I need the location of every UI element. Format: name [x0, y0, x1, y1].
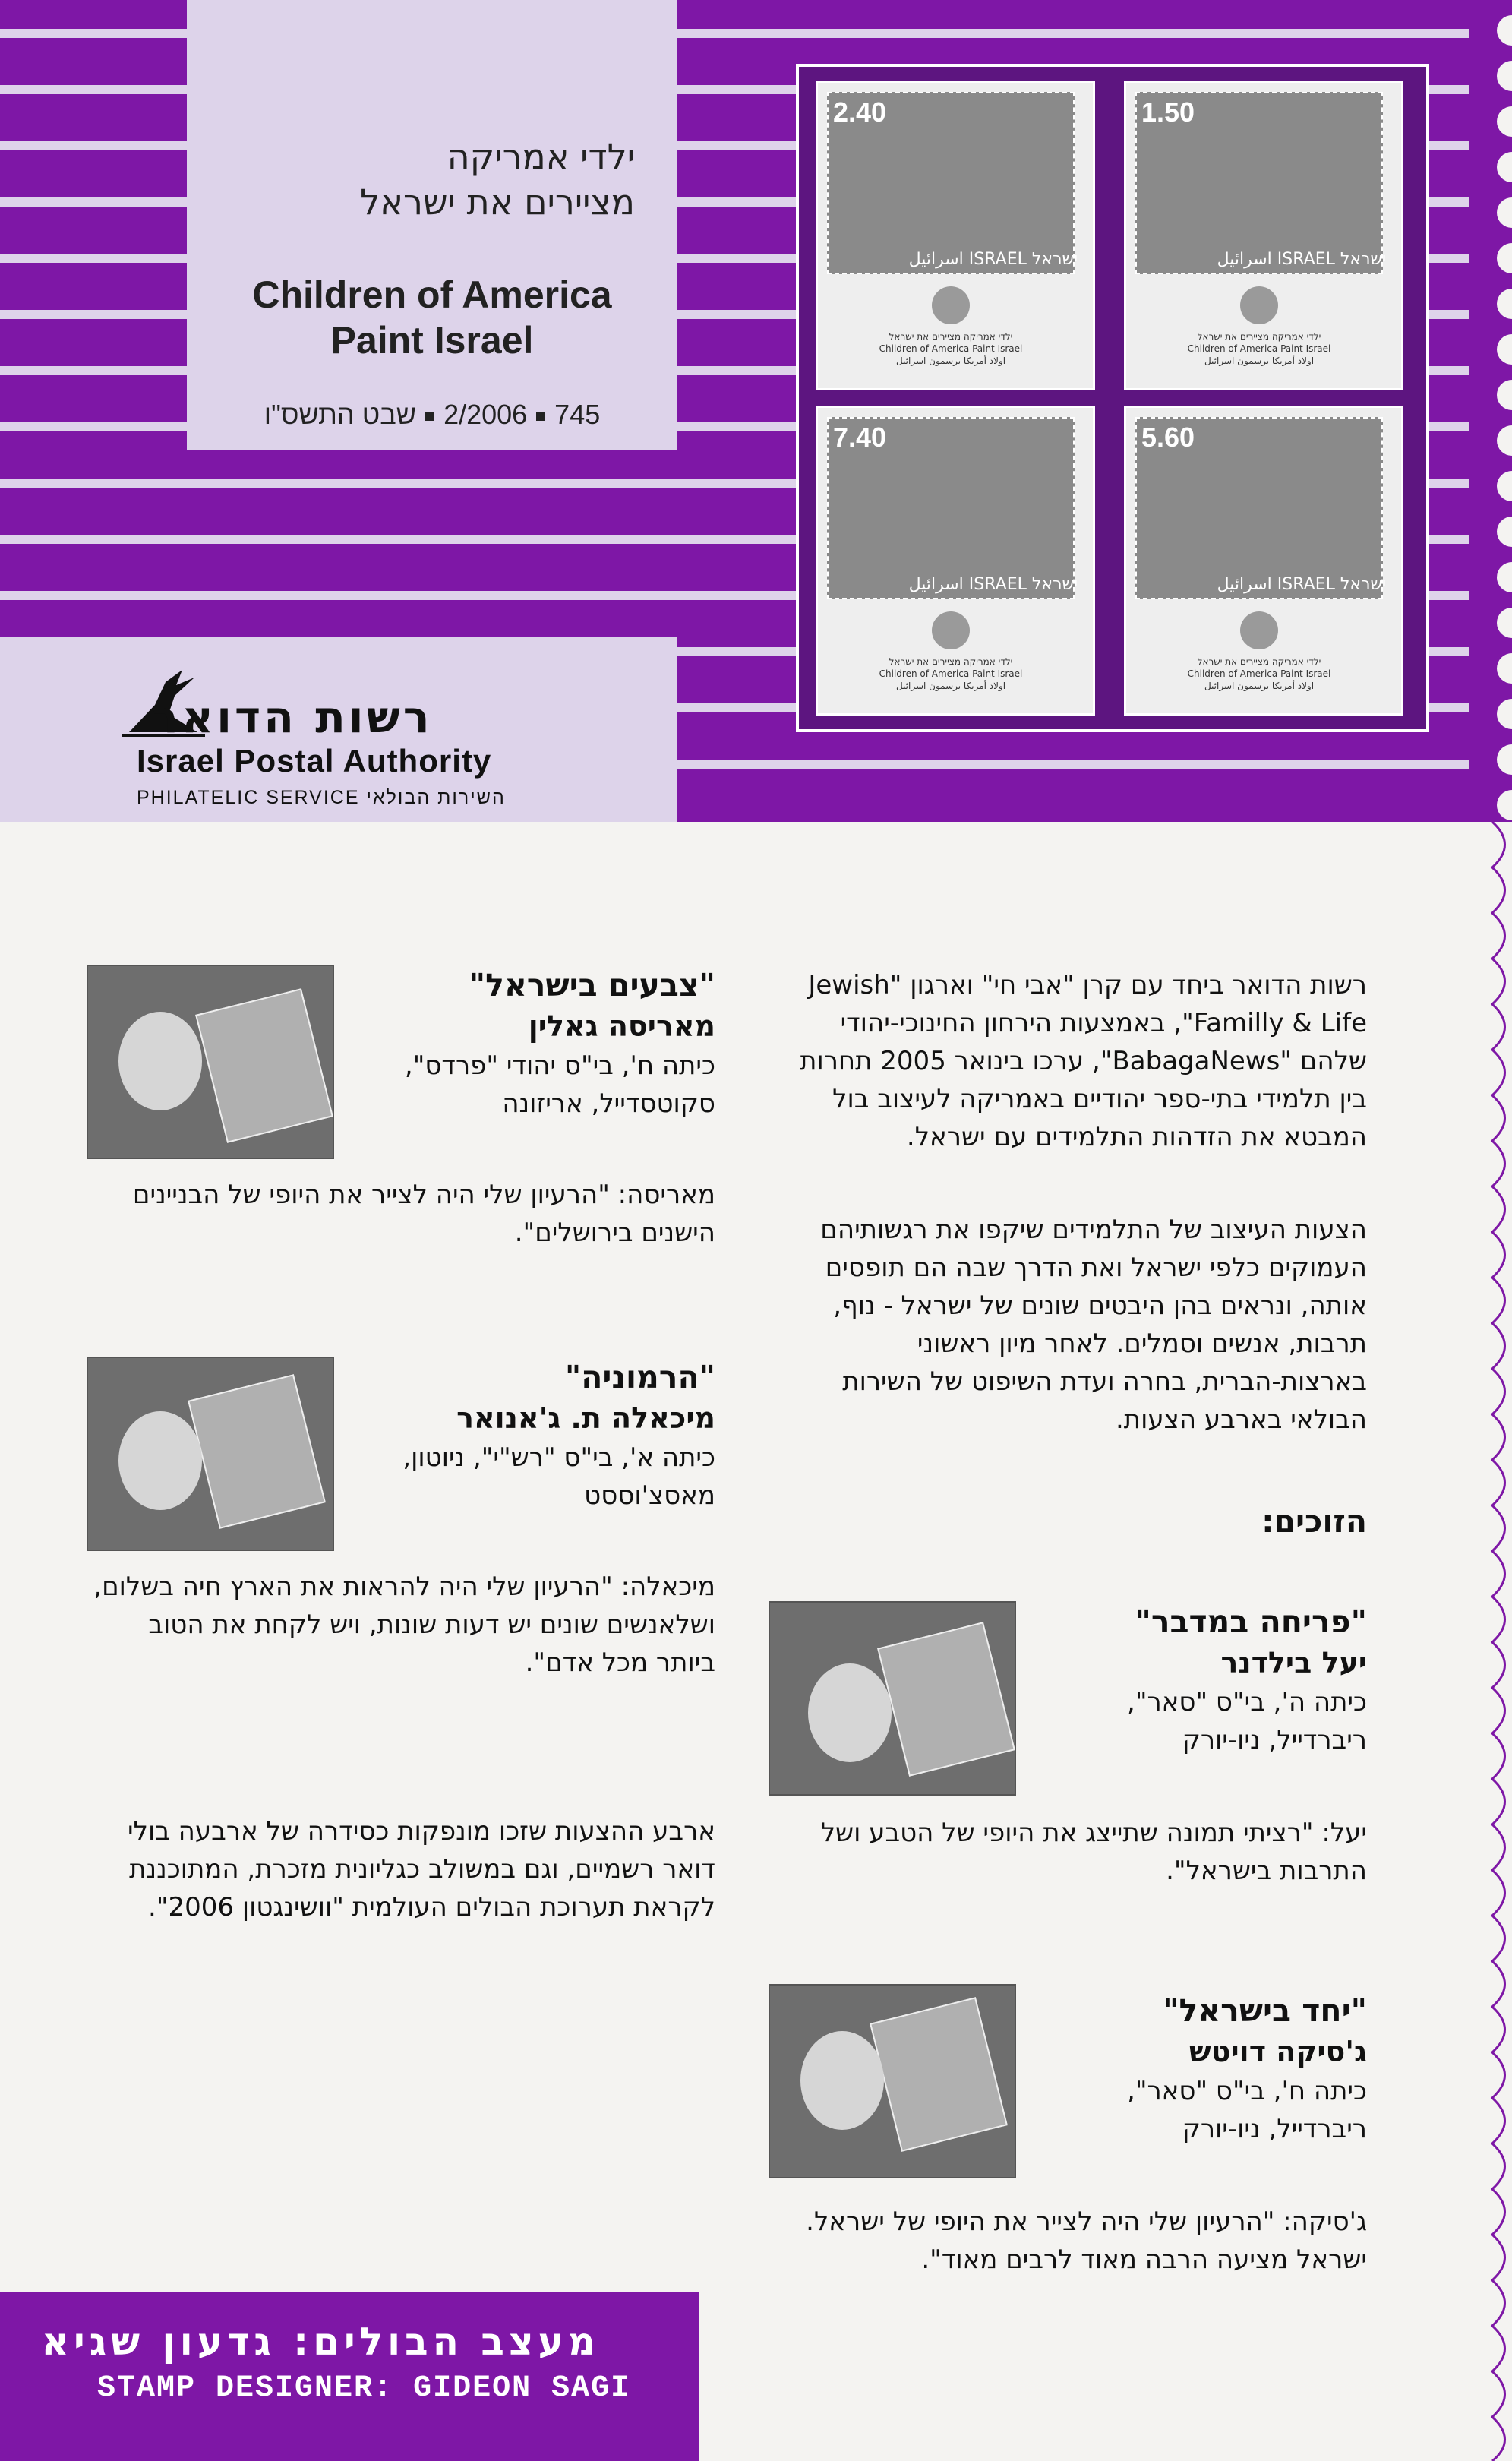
winner-name: מאריסה גאלין: [528, 1009, 715, 1043]
stamp-country: ישראל ISRAEL اسرائيل: [1217, 575, 1386, 594]
stamps-sheet: [796, 64, 1429, 732]
logo-philatelic-service: PHILATELIC SERVICE השירות הבולאי: [137, 787, 506, 808]
issue-month: שבט התשס"ו: [264, 399, 417, 430]
winner-michaela: [351, 1357, 715, 1515]
title-hebrew-line1: ילדי אמריקה: [447, 136, 635, 177]
stamp-value: 5.60: [1141, 422, 1195, 453]
winner-name: יעל בילדנר: [1220, 1646, 1367, 1679]
stamp-colors-in-israel: [816, 406, 1095, 716]
issue-line: [187, 399, 677, 431]
winner-title: "יחד בישראל": [1163, 1992, 1367, 2029]
winners-heading: הזוכים:: [1261, 1503, 1367, 1540]
title-hebrew-line2: מציירים את ישראל: [360, 182, 635, 223]
winner-info: כיתה א', בי"ס "רש"י", ניוטון, מאסצ'וססט: [402, 1442, 715, 1511]
tree-icon: [1240, 611, 1278, 649]
winner-quote-marissa: מאריסה: "הרעיון שלי היה לצייר את היופי של הבניינים הישנים בירושלים".: [132, 1180, 715, 1248]
issue-number: 745: [554, 399, 601, 430]
winner-title: "צבעים בישראל": [469, 967, 715, 1003]
winner-info: כיתה ח', בי"ס יהודי "פרדס", סקוטסדייל, אריזונה: [404, 1050, 715, 1119]
designer-english: STAMP DESIGNER: GIDEON SAGI: [97, 2371, 631, 2406]
winner-yael: [1033, 1601, 1367, 1759]
stamp-country: ישראל ISRAEL اسرائيل: [908, 575, 1078, 594]
stamp-tab: ילדי אמריקה מציירים את ישראל Children of America Paint Israel اولاد أمريكا يرسمون اسرائيل: [827, 282, 1075, 384]
winner-jessica: [1033, 1990, 1367, 2148]
stamp-harmony: [816, 81, 1095, 390]
logo-hebrew-name: רשות הדואר: [152, 691, 433, 743]
perforation-edge: [1469, 822, 1512, 2461]
issue-date: 2/2006: [443, 399, 528, 430]
stamp-country: ישראל ISRAEL اسرائيل: [908, 250, 1078, 269]
winner-title: "הרמוניה": [564, 1359, 715, 1395]
cactus-flower-icon: [1240, 286, 1278, 324]
perforation-edge: [1469, 0, 1512, 822]
winner-photo-marissa: [87, 965, 334, 1159]
postal-authority-logo: [0, 637, 677, 822]
winner-quote-michaela: מיכאלה: "הרעיון שלי היה להראות את הארץ חיה בשלום, ושלאנשים שונים יש דעות שונות, ויש לקחת את הטוב ביותר מכל אדם".: [93, 1572, 715, 1678]
title-english-line1: Children of America: [252, 273, 612, 316]
intro-paragraph-1: רשות הדואר ביחד עם קרן "אבי חי" וארגון "Jewish Familly & Life", באמצעות הירחון החינוכי-יהודי שלהם "BabagaNews", ערכו בינואר 2005 תחרות בין תלמידי בתי-ספר יהודיים באמריקה לעיצוב בול המבטא את הזדהות התלמידים עם ישראל.: [800, 970, 1367, 1152]
winner-name: ג'סיקה דויטש: [1188, 2035, 1367, 2068]
stamp-desert-bloom: [1124, 81, 1403, 390]
winner-name: מיכאלה ת. ג'אנואר: [456, 1401, 715, 1435]
closing-paragraph: ארבע ההצעות שזכו מונפקות כסידרה של ארבעה בולי דואר רשמיים, וגם במשולב כגליונית מזכרת, המתוכננת לקראת תערוכת הבולים העולמית "וושינגטון 2006".: [128, 1816, 715, 1922]
designer-hebrew: מעצב הבולים: גדעון שגיא: [41, 2320, 600, 2364]
logo-english-name: Israel Postal Authority: [137, 743, 492, 779]
winner-info: כיתה ח', בי"ס "סאר", ריברדייל, ניו-יורק: [1127, 2076, 1367, 2144]
stamp-together-in-israel: [1124, 406, 1403, 716]
winner-photo-yael: [769, 1601, 1016, 1796]
designer-footer: [0, 2292, 699, 2461]
dome-icon: [932, 611, 970, 649]
stamp-value: 2.40: [833, 96, 887, 128]
winner-photo-jessica: [769, 1984, 1016, 2178]
intro-paragraph-2: הצעות העיצוב של התלמידים שיקפו את רגשותיהם העמוקים כלפי ישראל ואת הדרך שבה הם תופסים אותה, ונראים בהן היבטים שונים של ישראל - נוף, תרבות, אנשים וסמלים. לאחר מיון ראשוני בארצות-הברית, בחרה ועדת השיפוט של השירות הבולאי בארבע הצעות.: [820, 1215, 1367, 1435]
winner-photo-michaela: [87, 1357, 334, 1551]
stamp-country: ישראל ISRAEL اسرائيل: [1217, 250, 1386, 269]
winner-info: כיתה ה', בי"ס "סאר", ריברדייל, ניו-יורק: [1127, 1687, 1367, 1755]
title-panel: [187, 0, 677, 450]
winner-quote-jessica: ג'סיקה: "הרעיון שלי היה לצייר את היופי של ישראל. ישראל מציעה הרבה מאוד לרבים מאוד".: [806, 2207, 1367, 2275]
winner-title: "פריחה במדבר": [1135, 1603, 1367, 1640]
stamp-value: 1.50: [1141, 96, 1195, 128]
stamp-tab: ילדי אמריקה מציירים את ישראל Children of America Paint Israel اولاد أمريكا يرسمون اسرائيل: [1135, 607, 1383, 709]
winner-marissa: [351, 965, 715, 1123]
winner-quote-yael: יעל: "רציתי תמונה שתייצג את היופי של הטבע ושל התרבות בישראל".: [820, 1818, 1367, 1886]
stamp-tab: ילדי אמריקה מציירים את ישראל Children of America Paint Israel اولاد أمريكا يرسمون اسرائيل: [827, 607, 1075, 709]
figures-icon: [932, 286, 970, 324]
title-english-line2: Paint Israel: [330, 319, 534, 362]
stamp-tab: ילדי אמריקה מציירים את ישראל Children of America Paint Israel اولاد أمريكا يرسمون اسرائيل: [1135, 282, 1383, 384]
stamp-value: 7.40: [833, 422, 887, 453]
